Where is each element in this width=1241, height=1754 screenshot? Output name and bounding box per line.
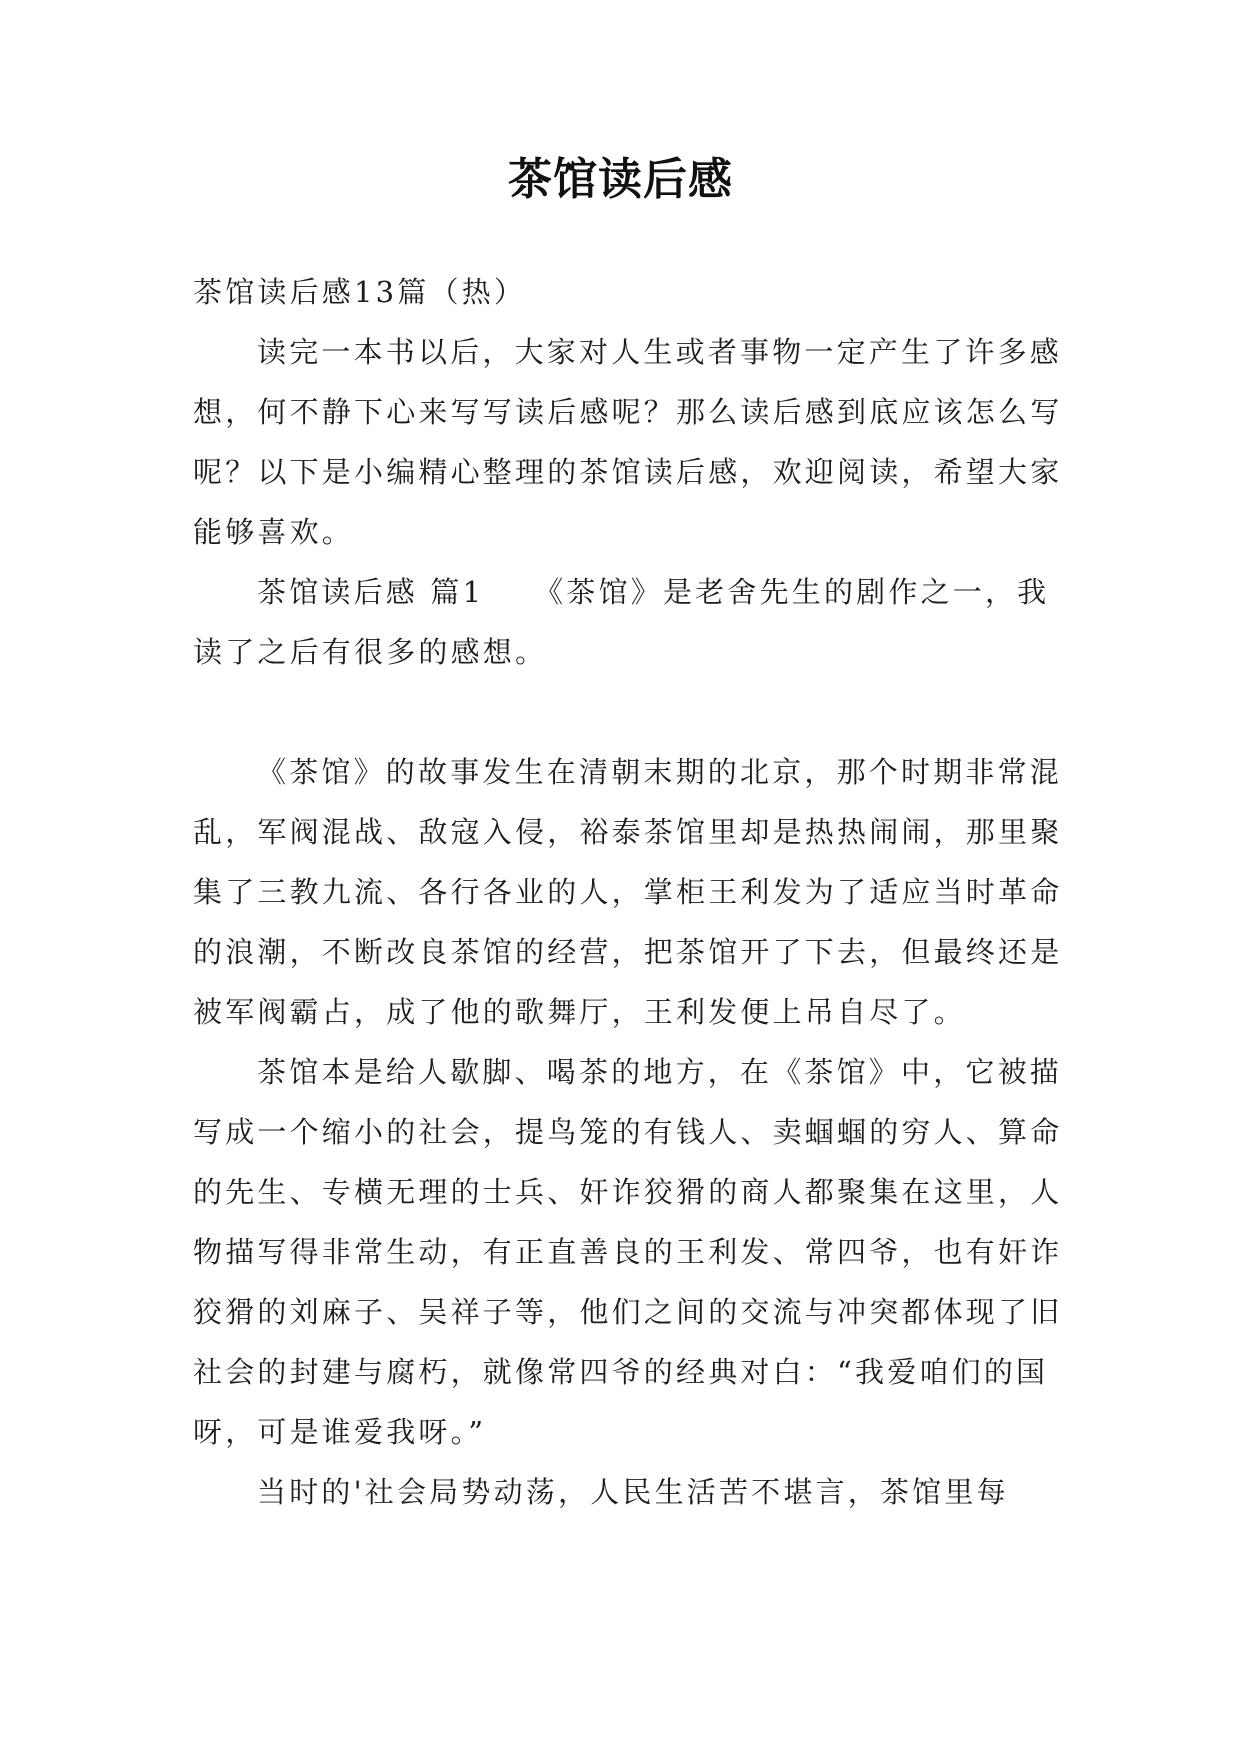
intro-paragraph: 读完一本书以后，大家对人生或者事物一定产生了许多感想，何不静下心来写写读后感呢？那么读后感到底应该怎么写呢？以下是小编精心整理的茶馆读后感，欢迎阅读，希望大家能够喜欢。 xyxy=(193,335,1063,549)
document-body xyxy=(193,262,1063,1522)
times-paragraph: 当时的'社会局势动荡，人民生活苦不堪言，茶馆里每 xyxy=(257,1475,1009,1509)
paragraph-gap xyxy=(193,682,1063,742)
story-paragraph: 《茶馆》的故事发生在清朝末期的北京，那个时期非常混乱，军阀混战、敌寇入侵，裕泰茶馆里却是热热闹闹，那里聚集了三教九流、各行各业的人，掌柜王利发为了适应当时革命的浪潮，不断改良茶馆的经营，把茶馆开了下去，但最终还是被军阀霸占，成了他的歌舞厅，王利发便上吊自尽了。 xyxy=(193,755,1063,1029)
document-title: 茶馆读后感 xyxy=(508,154,733,205)
society-paragraph: 茶馆本是给人歇脚、喝茶的地方，在《茶馆》中，它被描写成一个缩小的社会，提鸟笼的有钱人、卖蝈蝈的穷人、算命的先生、专横无理的士兵、奸诈狡猾的商人都聚集在这里，人物描写得非常生动，有正直善良的王利发、常四爷，也有奸诈狡猾的刘麻子、吴祥子等，他们之间的交流与冲突都体现了旧社会的封建与腐朽，就像常四爷的经典对白：“我爱咱们的国呀，可是谁爱我呀。” xyxy=(193,1055,1063,1449)
part1-heading-paragraph: 茶馆读后感 篇1 《茶馆》是老舍先生的剧作之一，我读了之后有很多的感想。 xyxy=(193,575,1050,669)
subtitle-line: 茶馆读后感13篇（热） xyxy=(193,275,527,309)
